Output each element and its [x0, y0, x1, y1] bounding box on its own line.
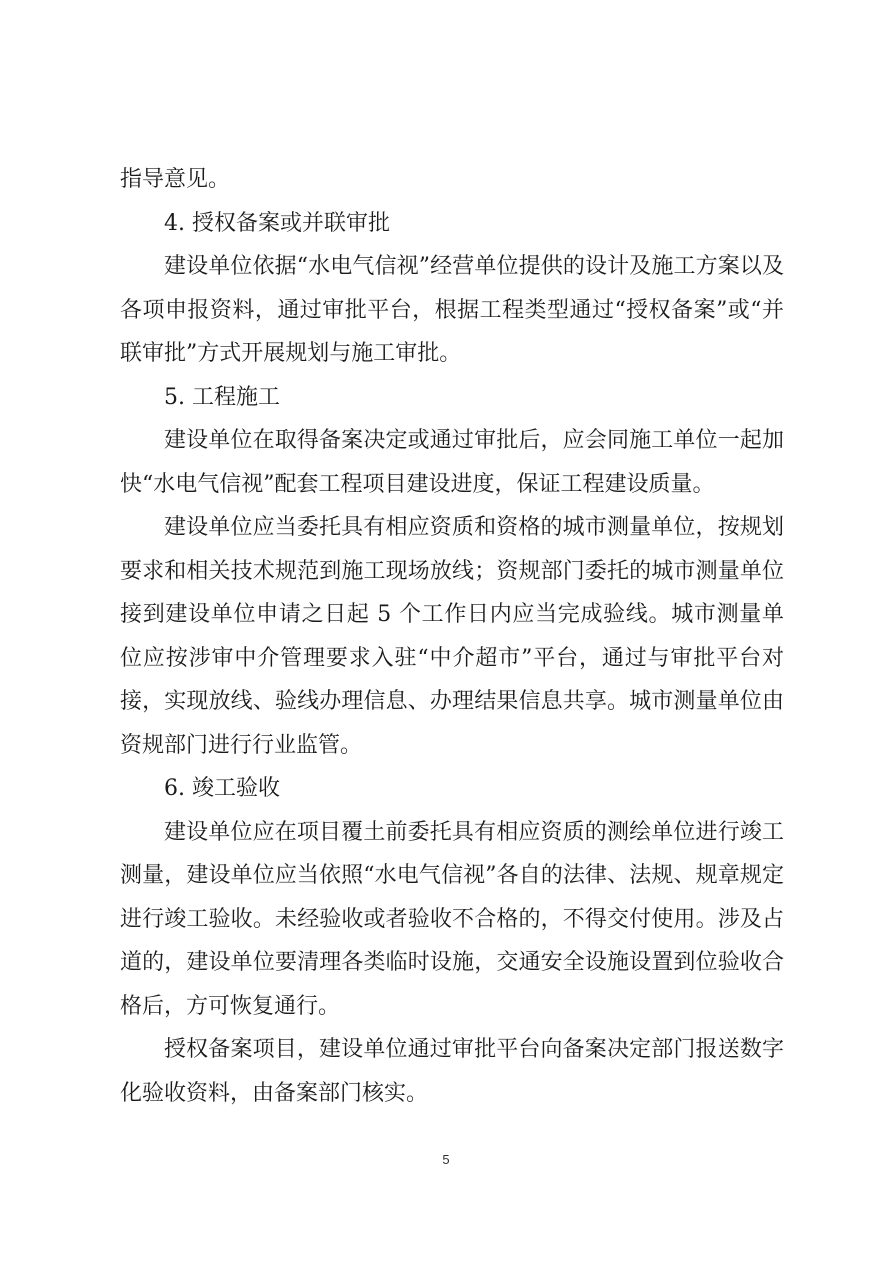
document-body: [120, 158, 784, 1115]
paragraph-surveying: 建设单位应当委托具有相应资质和资格的城市测量单位，按规划要求和相关技术规范到施工现场放线；资规部门委托的城市测量单位接到建设单位申请之日起 5 个工作日内应当完成验线。城市测量单位应按涉审中介管理要求入驻“中介超市”平台，通过与审批平台对接，实现放线、验线办理信息、办理结果信息共享。城市测量单位由资规部门进行行业监管。: [120, 515, 784, 758]
page-number: 5: [442, 1152, 450, 1167]
section-heading-6: 6. 竣工验收: [164, 776, 280, 801]
section-heading-4: 4. 授权备案或并联审批: [164, 210, 390, 236]
paragraph-completion-acceptance: 建设单位应在项目覆土前委托具有相应资质的测绘单位进行竣工测量，建设单位应当依照“水电气信视”各自的法律、法规、规章规定进行竣工验收。未经验收或者验收不合格的，不得交付使用。涉及占道的，建设单位要清理各类临时设施，交通安全设施设置到位验收合格后，方可恢复通行。: [120, 819, 784, 1019]
paragraph-digital-acceptance: 授权备案项目，建设单位通过审批平台向备案决定部门报送数字化验收资料，由备案部门核实。: [120, 1037, 784, 1106]
paragraph-construction-progress: 建设单位在取得备案决定或通过审批后，应会同施工单位一起加快“水电气信视”配套工程项目建设进度，保证工程建设质量。: [120, 428, 784, 497]
section-heading-5: 5. 工程施工: [164, 384, 280, 410]
paragraph-continuation: 指导意见。: [120, 167, 231, 192]
paragraph-authorization-approval: 建设单位依据“水电气信视”经营单位提供的设计及施工方案以及各项申报资料，通过审批平台，根据工程类型通过“授权备案”或“并联审批”方式开展规划与施工审批。: [120, 254, 784, 366]
